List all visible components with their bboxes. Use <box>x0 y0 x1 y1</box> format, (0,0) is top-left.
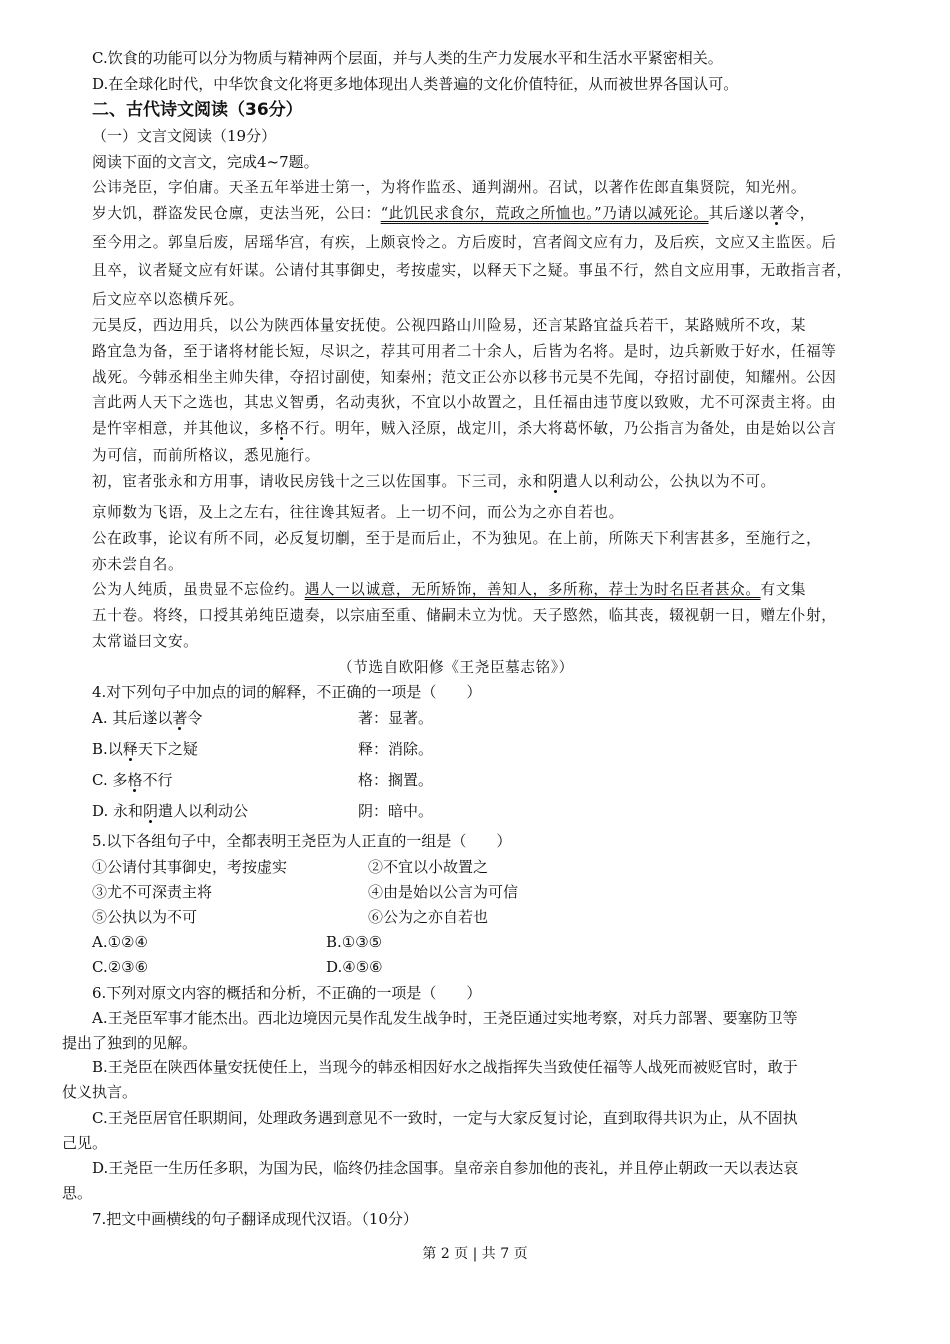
passage-line: 公在政事，论议有所不同，必反复切劘，至于是而后止，不为独见。在上前，所陈天下利害甚多，至施行之， <box>92 530 822 547</box>
section-heading: 二、古代诗文阅读（36分） <box>92 100 303 120</box>
dotted-word: 格 <box>274 420 290 437</box>
option-text: B.以 <box>92 740 123 758</box>
source-citation: （节选自欧阳修《王尧臣墓志铭》） <box>338 659 574 676</box>
passage-line: 后文应卒以恣横斥死。 <box>92 291 244 308</box>
q4-option-a-explain: 著：显著。 <box>358 709 434 727</box>
dotted-word: 释 <box>122 740 138 758</box>
q6-option-a-cont: 提出了独到的见解。 <box>62 1034 198 1052</box>
passage-text: 不行。明年，贼入泾原，战定川，杀大将葛怀敏，乃公指言为备处，由是始以公言 <box>289 420 837 437</box>
dotted-word: 著 <box>172 709 188 727</box>
q4-option-b-explain: 释：消除。 <box>358 740 434 758</box>
option-text: 天下之疑 <box>137 740 198 758</box>
dotted-word: 阴 <box>547 473 564 490</box>
passage-line <box>92 470 882 494</box>
q5-choice-b: B.①③⑤ <box>326 933 383 951</box>
question-7: 7.把文中画横线的句子翻译成现代汉语。（10分） <box>92 1210 418 1228</box>
option-text: 令 <box>187 709 203 727</box>
passage-line <box>92 578 882 602</box>
passage-line: 为可信，而前所格议，悉见施行。 <box>92 447 320 464</box>
passage-text: 岁大饥，群盗发民仓廪，吏法当死，公曰： <box>92 205 381 222</box>
option-text: 不行 <box>142 771 173 789</box>
q5-item-2: ②不宜以小故置之 <box>368 858 489 876</box>
underlined-sentence-2: 遇人一以诚意，无所矫饰，善知人，多所称，荐士为时名臣者甚众。 <box>304 581 761 598</box>
passage-text: 是忤宰相意，并其他议，多 <box>92 420 275 437</box>
question-4: 4.对下列句子中加点的词的解释，不正确的一项是（ ） <box>92 683 482 701</box>
passage-line: 京师数为飞语，及上之左右，往往谗其短者。上一切不问，而公为之亦自若也。 <box>92 504 624 521</box>
option-text: D. 永和 <box>92 802 144 820</box>
q6-option-c-cont: 己见。 <box>62 1134 108 1152</box>
underlined-sentence-1: “此饥民求食尔，荒政之所恤也。”乃请以减死论。 <box>380 205 709 222</box>
q5-item-3: ③尤不可深责主将 <box>92 883 213 901</box>
passage-text: 令， <box>784 205 815 222</box>
q6-option-b: B.王尧臣在陕西体量安抚使任上，当现今的韩丞相因好水之战指挥失当致使任福等人战死而被贬官时，敢于 <box>92 1058 798 1076</box>
page-footer: 第 2 页 | 共 7 页 <box>422 1246 528 1262</box>
q4-option-d <box>92 799 248 823</box>
q4-option-b <box>92 737 198 761</box>
q4-option-c-explain: 格：搁置。 <box>358 771 434 789</box>
option-text: C. 多 <box>92 771 128 789</box>
passage-line <box>92 417 882 441</box>
question-6: 6.下列对原文内容的概括和分析，不正确的一项是（ ） <box>92 984 482 1002</box>
option-c-prev: C.饮食的功能可以分为物质与精神两个层面，并与人类的生产力发展水平和生活水平紧密相关。 <box>92 49 723 67</box>
q5-choice-d: D.④⑤⑥ <box>326 958 383 976</box>
dotted-word: 著 <box>769 205 785 222</box>
q6-option-c: C.王尧臣居官任职期间，处理政务遇到意见不一致时，一定与大家反复讨论，直到取得共识为止，从不固执 <box>92 1109 798 1127</box>
q5-item-6: ⑥公为之亦自若也 <box>368 908 489 926</box>
passage-line <box>92 202 882 226</box>
passage-text: 初，宦者张永和方用事，请收民房钱十之三以佐国事。下三司，永和 <box>92 473 548 490</box>
instruction: 阅读下面的文言文，完成4~7题。 <box>92 153 319 171</box>
option-text: A. 其后遂以 <box>92 709 173 727</box>
passage-text: 有文集 <box>760 581 807 598</box>
q6-option-a: A.王尧臣军事才能杰出。西北边境因元昊作乱发生战争时，王尧臣通过实地考察，对兵力部署、要塞防卫等 <box>92 1009 798 1027</box>
q4-option-d-explain: 阴：暗中。 <box>358 802 434 820</box>
option-text: 遣人以利动公 <box>158 802 249 820</box>
question-5: 5.以下各组句子中，全都表明王尧臣为人正直的一组是（ ） <box>92 832 512 850</box>
q5-item-5: ⑤公执以为不可 <box>92 908 198 926</box>
q5-choice-a: A.①②④ <box>92 933 148 951</box>
passage-line: 亦未尝自名。 <box>92 556 184 573</box>
passage-text: 其后遂以 <box>708 205 770 222</box>
q5-choice-c: C.②③⑥ <box>92 958 149 976</box>
passage-line: 且卒，议者疑文应有奸谋。公请付其事御史，考按虚实，以释天下之疑。事虽不行，然自文应用事，无敢指言者， <box>92 262 852 279</box>
q6-option-b-cont: 仗义执言。 <box>62 1083 138 1101</box>
q4-option-c <box>92 768 173 792</box>
passage-line: 太常谥曰文安。 <box>92 633 199 650</box>
passage-line: 五十卷。将终，口授其弟纯臣遗奏，以宗庙至重、储嗣未立为忧。天子愍然，临其丧，辍视朝一日，赠左仆射， <box>92 607 837 624</box>
passage-text: 公为人纯质，虽贵显不忘俭约。 <box>92 581 305 598</box>
q6-option-d-cont: 思。 <box>62 1184 93 1202</box>
q6-option-d: D.王尧臣一生历任多职，为国为民，临终仍挂念国事。皇帝亲自参加他的丧礼，并且停止朝政一天以表达哀 <box>92 1159 799 1177</box>
dotted-word: 阴 <box>143 802 159 820</box>
passage-text: 遣人以利动公，公执以为不可。 <box>563 473 776 490</box>
q5-item-4: ④由是始以公言为可信 <box>368 883 519 901</box>
passage-line: 公讳尧臣，字伯庸。天圣五年举进士第一，为将作监丞、通判湖州。召试，以著作佐郎直集贤院，知光州。 <box>92 179 807 196</box>
dotted-word: 格 <box>127 771 143 789</box>
q5-item-1: ①公请付其事御史，考按虚实 <box>92 858 288 876</box>
subsection-heading: （一）文言文阅读（19分） <box>92 127 277 145</box>
passage-line: 言此两人天下之选也，其忠义智勇，名动夷狄，不宜以小故置之，且任福由违节度以致败，尤不可深责主将。由 <box>92 394 837 411</box>
passage-line: 战死。今韩丞相坐主帅失律，夺招讨副使，知秦州；范文正公亦以移书元昊不先闻，夺招讨副使，知耀州。公因 <box>92 369 837 386</box>
q4-option-a <box>92 706 202 730</box>
passage-line: 路宜急为备，至于诸将材能长短，尽识之，荐其可用者二十余人，后皆为名将。是时，边兵新败于好水，任福等 <box>92 343 837 360</box>
passage-line: 至今用之。郭皇后废，居瑶华宫，有疾，上颇哀怜之。方后废时，宫者阎文应有力，及后疾，文应又主监医。后 <box>92 234 837 251</box>
passage-line: 元昊反，西边用兵，以公为陕西体量安抚使。公视四路山川险易，还言某路宜益兵若干，某路贼所不攻，某 <box>92 317 807 334</box>
option-d-prev: D.在全球化时代，中华饮食文化将更多地体现出人类普遍的文化价值特征，从而被世界各国认可。 <box>92 75 739 93</box>
